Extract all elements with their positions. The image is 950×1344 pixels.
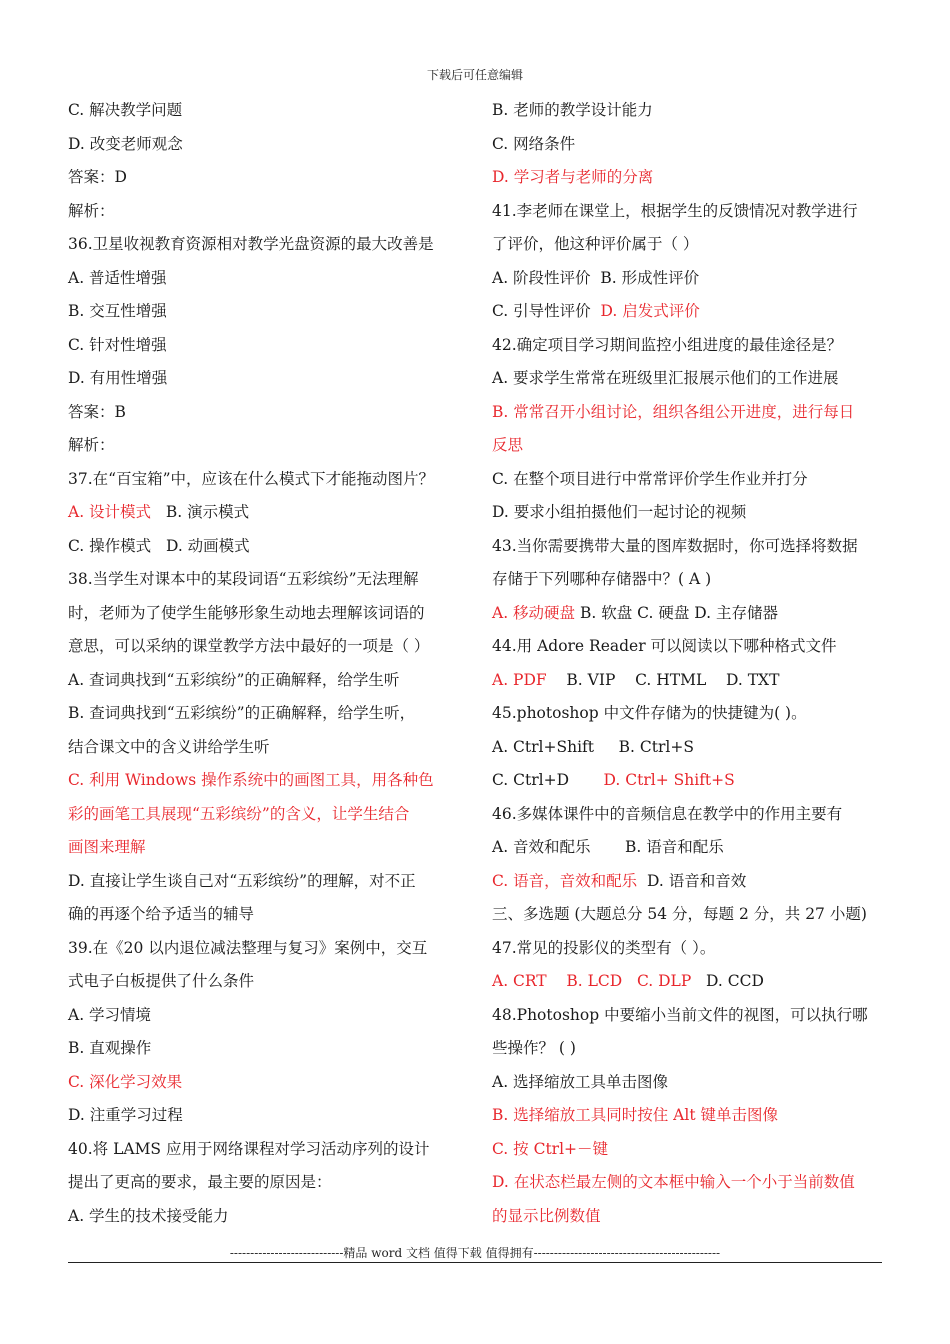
answer-text: A. 设计模式 xyxy=(68,503,152,521)
text-line xyxy=(492,565,892,599)
line-text: 43.当你需要携带大量的图库数据时，你可选择将数据 xyxy=(492,536,858,555)
answer-text: A. PDF xyxy=(492,670,547,689)
text-line xyxy=(492,197,892,231)
text-line xyxy=(68,1001,468,1035)
text-line xyxy=(68,867,468,901)
line-text: C. 引导性评价 xyxy=(492,302,601,320)
line-text: B. 演示模式 xyxy=(151,503,250,521)
text-line xyxy=(68,733,468,767)
text-line xyxy=(492,967,892,1001)
text-line xyxy=(68,934,468,968)
line-text: D. 改变老师观念 xyxy=(68,134,183,153)
line-text: 答案：D xyxy=(68,168,127,186)
answer-text: C. 利用 Windows 操作系统中的画图工具，用各种色 xyxy=(68,771,434,789)
line-text: 37.在“百宝箱”中，应该在什么模式下才能拖动图片？ xyxy=(68,469,434,488)
text-line xyxy=(68,498,468,532)
text-line xyxy=(492,934,892,968)
line-text: C. 在整个项目进行中常常评价学生作业并打分 xyxy=(492,469,808,488)
line-text: 了评价，他这种评价属于（ ） xyxy=(492,235,699,253)
line-text: 48.Photoshop 中要缩小当前文件的视图，可以执行哪 xyxy=(492,1005,868,1024)
text-line xyxy=(492,1135,892,1169)
line-text: 40.将 LAMS 应用于网络课程对学习活动序列的设计 xyxy=(68,1139,430,1158)
text-line xyxy=(492,666,892,700)
footer-divider xyxy=(68,1262,882,1263)
answer-text: B. 选择缩放工具同时按住 Alt 键单击图像 xyxy=(492,1106,778,1124)
line-text: D. 注重学习过程 xyxy=(68,1106,183,1124)
text-line xyxy=(492,1001,892,1035)
line-text: 解析： xyxy=(68,201,115,220)
line-text: A. 选择缩放工具单击图像 xyxy=(492,1072,669,1091)
line-text: 39.在《20 以内退位减法整理与复习》案例中，交互 xyxy=(68,938,428,957)
answer-text: 画图来理解 xyxy=(68,838,146,856)
line-text: B. 直观操作 xyxy=(68,1039,152,1057)
line-text: A. 要求学生常常在班级里汇报展示他们的工作进展 xyxy=(492,369,839,387)
text-line xyxy=(492,398,892,432)
text-line xyxy=(68,297,468,331)
line-text: D. 有用性增强 xyxy=(68,369,168,387)
line-text: B. 软盘 C. 硬盘 D. 主存储器 xyxy=(575,603,778,622)
answer-text: D. 在状态栏最左侧的文本框中输入一个小于当前数值 xyxy=(492,1173,855,1191)
left-column xyxy=(68,96,468,1235)
line-text: 式电子白板提供了什么条件 xyxy=(68,972,255,990)
text-line xyxy=(492,96,892,130)
text-line xyxy=(492,632,892,666)
line-text: B. 查词典找到“五彩缤纷”的正确解释，给学生听， xyxy=(68,704,416,722)
text-line xyxy=(492,833,892,867)
line-text: 意思，可以采纳的课堂教学方法中最好的一项是（ ） xyxy=(68,637,430,655)
text-line xyxy=(68,398,468,432)
answer-text: 彩的画笔工具展现“五彩缤纷”的含义，让学生结合 xyxy=(68,804,410,823)
line-text: A. 普适性增强 xyxy=(68,268,167,287)
text-line xyxy=(68,1168,468,1202)
answer-text: 反思 xyxy=(492,436,524,454)
line-text: 提出了更高的要求，最主要的原因是： xyxy=(68,1173,332,1191)
text-line xyxy=(492,1068,892,1102)
answer-text: A. 移动硬盘 xyxy=(492,603,576,622)
text-line xyxy=(68,833,468,867)
text-line xyxy=(492,431,892,465)
line-text: 确的再逐个给予适当的辅导 xyxy=(68,905,255,923)
line-text: A. Ctrl+Shift B. Ctrl+S xyxy=(492,737,694,756)
text-line xyxy=(492,599,892,633)
line-text: A. 阶段性评价 B. 形成性评价 xyxy=(492,268,700,287)
text-line xyxy=(492,1101,892,1135)
text-line xyxy=(492,1202,892,1236)
text-line xyxy=(492,900,892,934)
answer-text: A. CRT B. LCD C. DLP xyxy=(492,972,692,990)
line-text: C. 解决教学问题 xyxy=(68,101,183,119)
answer-text: C. 按 Ctrl+－键 xyxy=(492,1139,609,1158)
text-line xyxy=(492,498,892,532)
text-line xyxy=(492,130,892,164)
text-line xyxy=(68,163,468,197)
answer-text: D. Ctrl+ Shift+S xyxy=(603,771,735,789)
text-line xyxy=(492,1034,892,1068)
right-column xyxy=(492,96,892,1235)
line-text: 解析： xyxy=(68,436,115,454)
line-text: A. 学习情境 xyxy=(68,1005,152,1024)
text-line xyxy=(68,800,468,834)
text-line xyxy=(68,465,468,499)
line-text: 三、多选题 (大题总分 54 分，每题 2 分，共 27 小题) xyxy=(492,905,867,923)
line-text: D. 要求小组拍摄他们一起讨论的视频 xyxy=(492,503,747,521)
answer-text: D. 启发式评价 xyxy=(600,302,700,320)
text-line xyxy=(68,431,468,465)
answer-text: D. 学习者与老师的分离 xyxy=(492,168,654,186)
text-line xyxy=(68,1135,468,1169)
text-line xyxy=(492,733,892,767)
page-footer: ----------------------------精品 word 文档 值得下载 值得拥有---------------------------------------------- xyxy=(229,1246,721,1260)
line-text: 时，老师为了使学生能够形象生动地去理解该词语的 xyxy=(68,603,425,622)
text-line xyxy=(492,297,892,331)
text-line xyxy=(68,230,468,264)
line-text: B. 交互性增强 xyxy=(68,302,167,320)
text-line xyxy=(492,800,892,834)
text-line xyxy=(68,331,468,365)
text-line xyxy=(492,331,892,365)
text-line xyxy=(492,465,892,499)
line-text: 47.常见的投影仪的类型有（ ）。 xyxy=(492,938,716,957)
text-line xyxy=(68,1068,468,1102)
line-text: 41.李老师在课堂上，根据学生的反馈情况对教学进行 xyxy=(492,201,858,220)
line-text: 36.卫星收视教育资源相对教学光盘资源的最大改善是 xyxy=(68,235,434,253)
line-text: B. VIP C. HTML D. TXT xyxy=(546,670,780,689)
text-line xyxy=(68,599,468,633)
text-line xyxy=(68,130,468,164)
line-text: 44.用 Adore Reader 可以阅读以下哪种格式文件 xyxy=(492,637,837,655)
line-text: A. 学生的技术接受能力 xyxy=(68,1206,229,1225)
text-line xyxy=(492,867,892,901)
line-text: C. 针对性增强 xyxy=(68,335,167,354)
text-line xyxy=(68,666,468,700)
text-line xyxy=(68,699,468,733)
answer-text: C. 语音，音效和配乐 xyxy=(492,871,638,890)
text-line xyxy=(492,230,892,264)
line-text: 45.photoshop 中文件存储为的快捷键为( )。 xyxy=(492,704,807,722)
text-line xyxy=(68,1202,468,1236)
line-text: C. 操作模式 D. 动画模式 xyxy=(68,536,250,555)
line-text: 答案：B xyxy=(68,402,126,421)
text-line xyxy=(68,632,468,666)
text-line xyxy=(68,532,468,566)
line-text: 46.多媒体课件中的音频信息在教学中的作用主要有 xyxy=(492,804,843,823)
line-text: D. 直接让学生谈自己对“五彩缤纷”的理解，对不正 xyxy=(68,871,416,890)
line-text: A. 查词典找到“五彩缤纷”的正确解释，给学生听 xyxy=(68,670,400,689)
answer-text: 的显示比例数值 xyxy=(492,1206,601,1225)
line-text: B. 老师的教学设计能力 xyxy=(492,101,653,119)
text-line xyxy=(68,1034,468,1068)
line-text: 42.确定项目学习期间监控小组进度的最佳途径是？ xyxy=(492,335,843,354)
line-text: 38.当学生对课本中的某段词语“五彩缤纷”无法理解 xyxy=(68,570,419,588)
answer-text: B. 常常召开小组讨论，组织各组公开进度，进行每日 xyxy=(492,402,855,421)
text-line xyxy=(68,364,468,398)
text-line xyxy=(492,532,892,566)
text-line xyxy=(68,96,468,130)
text-line xyxy=(68,197,468,231)
line-text: 存储于下列哪种存储器中？( A ) xyxy=(492,570,712,588)
line-text: D. 语音和音效 xyxy=(637,871,747,890)
text-line xyxy=(68,900,468,934)
line-text: C. Ctrl+D xyxy=(492,771,604,789)
text-line xyxy=(68,1101,468,1135)
text-line xyxy=(68,565,468,599)
text-line xyxy=(492,264,892,298)
page-header: 下载后可任意编辑 xyxy=(426,68,523,82)
text-line xyxy=(492,1168,892,1202)
line-text: A. 音效和配乐 B. 语音和配乐 xyxy=(492,838,724,856)
line-text: C. 网络条件 xyxy=(492,134,576,153)
line-text: 些操作？ ( ) xyxy=(492,1039,576,1057)
line-text: 结合课文中的含义讲给学生听 xyxy=(68,737,270,756)
text-line xyxy=(68,967,468,1001)
answer-text: C. 深化学习效果 xyxy=(68,1072,183,1091)
text-line xyxy=(68,766,468,800)
line-text: D. CCD xyxy=(691,972,764,990)
text-line xyxy=(492,364,892,398)
text-line xyxy=(492,766,892,800)
text-line xyxy=(68,264,468,298)
text-line xyxy=(492,699,892,733)
text-line xyxy=(492,163,892,197)
